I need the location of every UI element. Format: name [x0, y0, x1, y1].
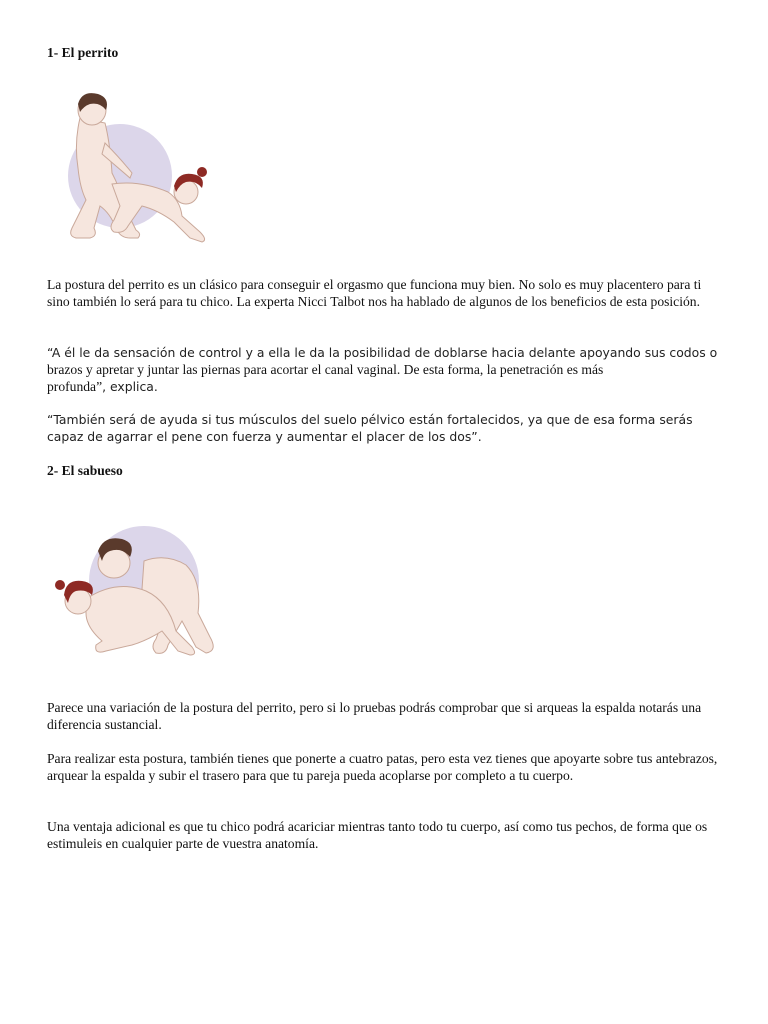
quote-line-3: profunda” — [47, 379, 103, 394]
paragraph-variation: Parece una variación de la postura del perrito, pero si lo pruebas podrás comprobar que si arqueas la espalda notarás una diferencia sustancial. — [47, 700, 702, 732]
perrito-illustration — [50, 88, 215, 248]
paragraph-advantage: Una ventaja adicional es que tu chico podrá acariciar mientras tanto todo tu cuerpo, así como tus pechos, de forma que os estimuleis en cualquier parte de vuestra anatomía. — [47, 819, 708, 851]
section-heading-sabueso: 2- El sabueso — [47, 463, 123, 478]
paragraph-intro: La postura del perrito es un clásico para conseguir el orgasmo que funciona muy bien. No solo es muy placentero para ti sino también lo será para tu chico. La experta Nicci Talbot nos ha hablado de algunos de los beneficios de esta posición. — [47, 277, 702, 309]
paragraph-quote-control — [47, 344, 727, 395]
quote-attribution: , explica. — [102, 379, 158, 394]
paragraph-quote-pelvic: “También será de ayuda si tus músculos del suelo pélvico están fortalecidos, ya que de esa forma serás capaz de agarrar el pene con fuerza y aumentar el placer de los dos”. — [47, 412, 693, 444]
paragraph-instructions: Para realizar esta postura, también tienes que ponerte a cuatro patas, pero esta vez tienes que apoyarte sobre tus antebrazos, arquear la espalda y subir el trasero para que tu pareja pueda acoplarse por completo a tu cuerpo. — [47, 751, 718, 783]
quote-line-1: “A él le da sensación de control y a ella le da la posibilidad de doblarse hacia delante apoyando sus codos o — [47, 345, 718, 360]
sabueso-illustration — [46, 495, 226, 683]
quote-line-2: brazos y apretar y juntar las piernas para acortar el canal vaginal. De esta forma, la penetración es más — [47, 362, 604, 377]
section-heading-perrito: 1- El perrito — [47, 45, 119, 60]
